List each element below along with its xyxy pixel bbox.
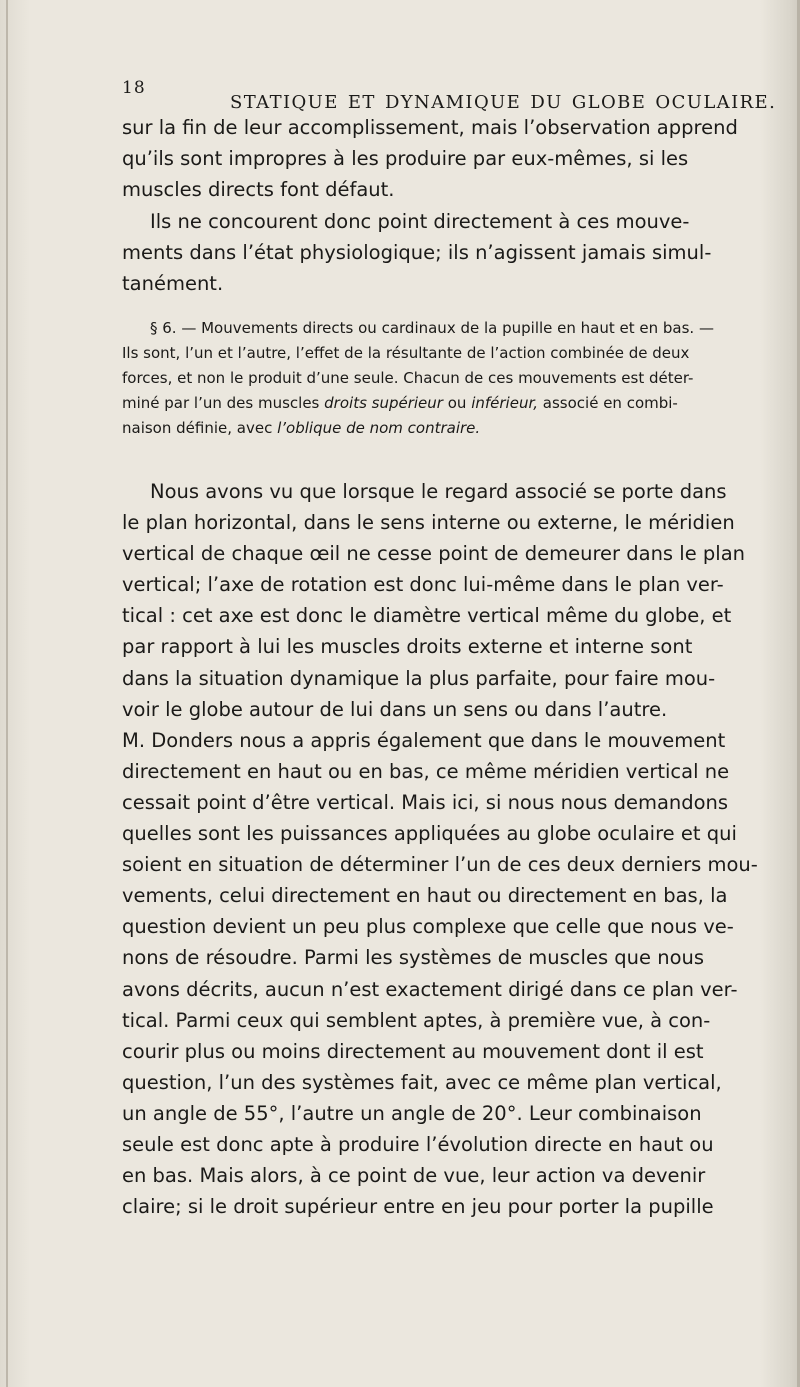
note-italic-text: droits supérieur [324,394,443,412]
note-line: § 6. — Mouvements directs ou cardinaux de la pupille en haut et en bas. — [150,319,714,337]
text-line: en bas. Mais alors, à ce point de vue, leur action va devenir [122,1164,706,1188]
text-line: cessait point d’être vertical. Mais ici, si nous nous demandons [122,790,729,814]
text-line: seule est donc apte à produire l’évolution directe en haut ou [122,1132,714,1156]
text-line: avons décrits, aucun n’est exactement dirigé dans ce plan ver- [122,977,738,1001]
note-line: Ils sont, l’un et l’autre, l’effet de la résultante de l’action combinée de deux [122,344,690,362]
text-line: courir plus ou moins directement au mouvement dont il est [122,1039,704,1063]
text-line: question devient un peu plus complexe que celle que nous ve- [122,915,734,939]
text-line: par rapport à lui les muscles droits externe et interne sont [122,635,693,659]
text-line: Nous avons vu que lorsque le regard associé se porte dans [150,480,727,503]
text-line: vements, celui directement en haut ou directement en bas, la [122,884,728,908]
text-line: question, l’un des systèmes fait, avec ce même plan vertical, [122,1070,722,1094]
text-line: quelles sont les puissances appliquées au globe oculaire et qui [122,822,737,846]
text-line: le plan horizontal, dans le sens interne ou externe, le méridien [122,511,735,535]
note-italic-text: inférieur, [471,394,539,412]
binding-gutter [6,0,8,1387]
text-line: tical. Parmi ceux qui semblent aptes, à première vue, à con- [122,1008,711,1032]
paragraph-2 [122,206,762,299]
text-line: soient en situation de déterminer l’un de ces deux derniers mou- [122,853,758,877]
text-line: Ils ne concourent donc point directement à ces mouve- [150,210,690,233]
text-line: dans la situation dynamique la plus parfaite, pour faire mou- [122,666,716,690]
text-line: tanément. [122,272,224,295]
text-line: vertical de chaque œil ne cesse point de demeurer dans le plan [122,542,746,566]
note-line [122,391,762,416]
note-text: ou [442,394,472,412]
text-line: M. Donders nous a appris également que dans le mouvement [122,728,726,752]
note-line: forces, et non le produit d’une seule. Chacun de ces mouvements est déter- [122,369,694,387]
note-text: associé en combi- [538,394,678,412]
page-header [122,78,777,113]
text-line: nons de résoudre. Parmi les systèmes de muscles que nous [122,946,705,970]
page-number: 18 [122,78,146,98]
section-note [122,316,762,441]
text-line: tical : cet axe est donc le diamètre vertical même du globe, et [122,604,732,628]
running-head: STATIQUE ET DYNAMIQUE DU GLOBE OCULAIRE. [230,92,777,113]
text-line: qu’ils sont impropres à les produire par eux-mêmes, si les [122,147,689,170]
note-text: naison définie, avec [122,419,278,437]
text-line: un angle de 55°, l’autre un angle de 20°. Leur combinaison [122,1101,702,1125]
text-line: claire; si le droit supérieur entre en jeu pour porter la pupille [122,1195,714,1219]
text-line: voir le globe autour de lui dans un sens ou dans l’autre. [122,697,668,721]
note-line [122,416,762,441]
paragraph-1 [122,112,762,205]
text-line: directement en haut ou en bas, ce même méridien vertical ne [122,759,730,783]
note-text: miné par l’un des muscles [122,394,325,412]
paragraph-3 [122,476,762,1222]
text-line: muscles directs font défaut. [122,178,395,201]
note-italic-text: l’oblique de nom contraire. [277,419,481,437]
text-line: sur la fin de leur accomplissement, mais l’observation apprend [122,116,738,139]
text-line: ments dans l’état physiologique; ils n’agissent jamais simul- [122,241,712,264]
text-line: vertical; l’axe de rotation est donc lui-même dans le plan ver- [122,573,724,597]
